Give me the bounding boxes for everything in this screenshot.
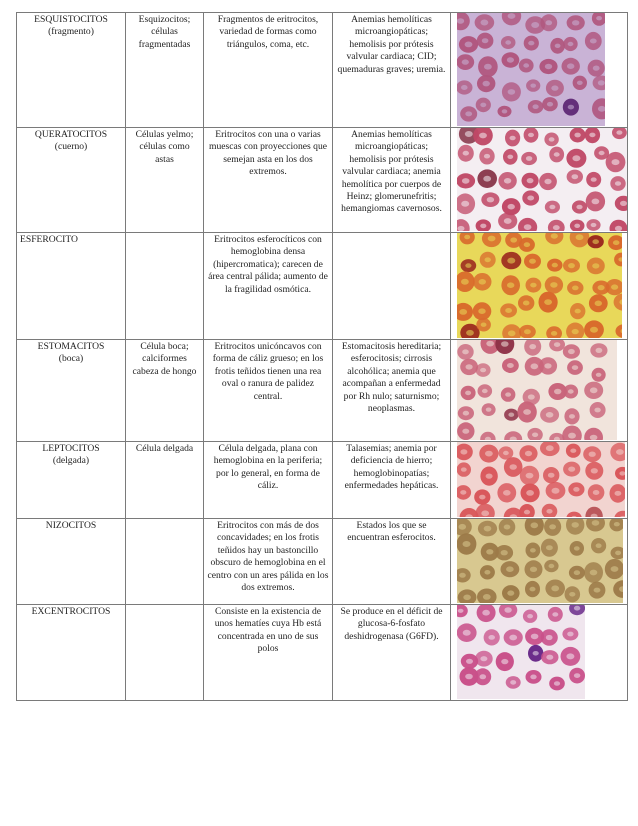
keratocyte-smear-image bbox=[457, 128, 627, 231]
table-row bbox=[17, 605, 628, 701]
cell-name bbox=[17, 605, 126, 701]
cell-type-meaning: (delgada) bbox=[52, 455, 90, 467]
cell-photo bbox=[451, 519, 628, 605]
cell-description: Eritrocitos con más de dos concavidades; en los frotis teñidos hay un bastoncillo obscuro de hemoglobina en el centro con un ares pálida en los dos extremos. bbox=[204, 519, 333, 605]
table-row bbox=[17, 13, 628, 128]
cell-synonyms: Células yelmo; células como astas bbox=[126, 128, 204, 233]
cell-name bbox=[17, 519, 126, 605]
cell-type-name: NIZOCITOS bbox=[45, 520, 97, 531]
cell-type-meaning: (cuerno) bbox=[54, 141, 88, 153]
cell-type-name: ESFEROCITO bbox=[20, 234, 78, 245]
cell-conditions: Talasemias; anemia por deficiencia de hierro; hemoglobinopatías; enfermedades hepáticas. bbox=[333, 442, 451, 519]
knizocyte-smear-image bbox=[457, 519, 623, 603]
cell-description: Célula delgada, plana con hemoglobina en la periferia; por lo general, en forma de cáliz. bbox=[204, 442, 333, 519]
stomatocyte-smear-image bbox=[457, 340, 617, 440]
cell-type-name: ESTOMACITOS bbox=[37, 341, 105, 352]
cell-synonyms bbox=[126, 605, 204, 701]
spherocyte-smear-image bbox=[457, 233, 622, 338]
cell-synonyms bbox=[126, 233, 204, 340]
cell-conditions: Estomacitosis hereditaria; esferocitosis; cirrosis alcohólica; anemia que acompañan a enfermedad por Rh nulo; saturnismo; neoplasmas. bbox=[333, 340, 451, 442]
cell-synonyms bbox=[126, 519, 204, 605]
cell-description: Consiste en la existencia de unos hematíes cuya Hb está concentrada en uno de sus polos bbox=[204, 605, 333, 701]
cell-conditions bbox=[333, 233, 451, 340]
cell-conditions: Estados los que se encuentran esferocitos. bbox=[333, 519, 451, 605]
cell-photo bbox=[451, 233, 628, 340]
cell-name bbox=[17, 442, 126, 519]
cell-synonyms: Célula delgada bbox=[126, 442, 204, 519]
cell-type-name: ESQUISTOCITOS bbox=[34, 14, 108, 25]
cell-description: Eritrocitos con una o varias muescas con proyecciones que semejan asta en los dos extremos. bbox=[204, 128, 333, 233]
cell-photo bbox=[451, 340, 628, 442]
cell-conditions: Anemias hemolíticas microangiopáticas; hemolisis por prótesis valvular cardiaca; anemia hemolítica por cuerpos de Heinz; glomerunefritis; hemangiomas cavernosos. bbox=[333, 128, 451, 233]
cell-type-name: QUERATOCITOS bbox=[34, 129, 108, 140]
table-row bbox=[17, 519, 628, 605]
cell-name bbox=[17, 128, 126, 233]
cell-photo bbox=[451, 442, 628, 519]
cell-type-name: EXCENTROCITOS bbox=[31, 606, 111, 617]
table-row bbox=[17, 340, 628, 442]
eccentrocyte-smear-image bbox=[457, 605, 585, 699]
schistocyte-smear-image bbox=[457, 13, 605, 126]
cell-synonyms: Célula boca; calciformes cabeza de hongo bbox=[126, 340, 204, 442]
cell-photo bbox=[451, 605, 628, 701]
table-row bbox=[17, 128, 628, 233]
table-row bbox=[17, 233, 628, 340]
cell-conditions: Se produce en el déficit de glucosa-6-fosfato deshidrogenasa (G6FD). bbox=[333, 605, 451, 701]
cell-type-meaning: (boca) bbox=[58, 353, 84, 365]
cell-photo bbox=[451, 13, 628, 128]
cell-description: Fragmentos de eritrocitos, variedad de formas como triángulos, coma, etc. bbox=[204, 13, 333, 128]
cell-name bbox=[17, 340, 126, 442]
cell-description: Eritrocitos esferocíticos con hemoglobina densa (hipercromatica); carecen de área central pálida; aumento de la fragilidad osmótica. bbox=[204, 233, 333, 340]
cell-photo bbox=[451, 128, 628, 233]
cell-name bbox=[17, 13, 126, 128]
cell-name bbox=[17, 233, 126, 340]
blood-cell-morphology-table bbox=[16, 12, 628, 701]
cell-conditions: Anemias hemolíticas microangiopáticas; hemolisis por prótesis valvular cardiaca; CID; quemaduras graves; uremia. bbox=[333, 13, 451, 128]
leptocyte-smear-image bbox=[457, 442, 625, 517]
cell-synonyms: Esquizocitos; células fragmentadas bbox=[126, 13, 204, 128]
table-row bbox=[17, 442, 628, 519]
cell-description: Eritrocitos unicóncavos con forma de cáliz grueso; en los frotis teñidos tienen una rea oval o ranura de palidez central. bbox=[204, 340, 333, 442]
cell-type-name: LEPTOCITOS bbox=[42, 443, 100, 454]
cell-type-meaning: (fragmento) bbox=[48, 26, 94, 38]
